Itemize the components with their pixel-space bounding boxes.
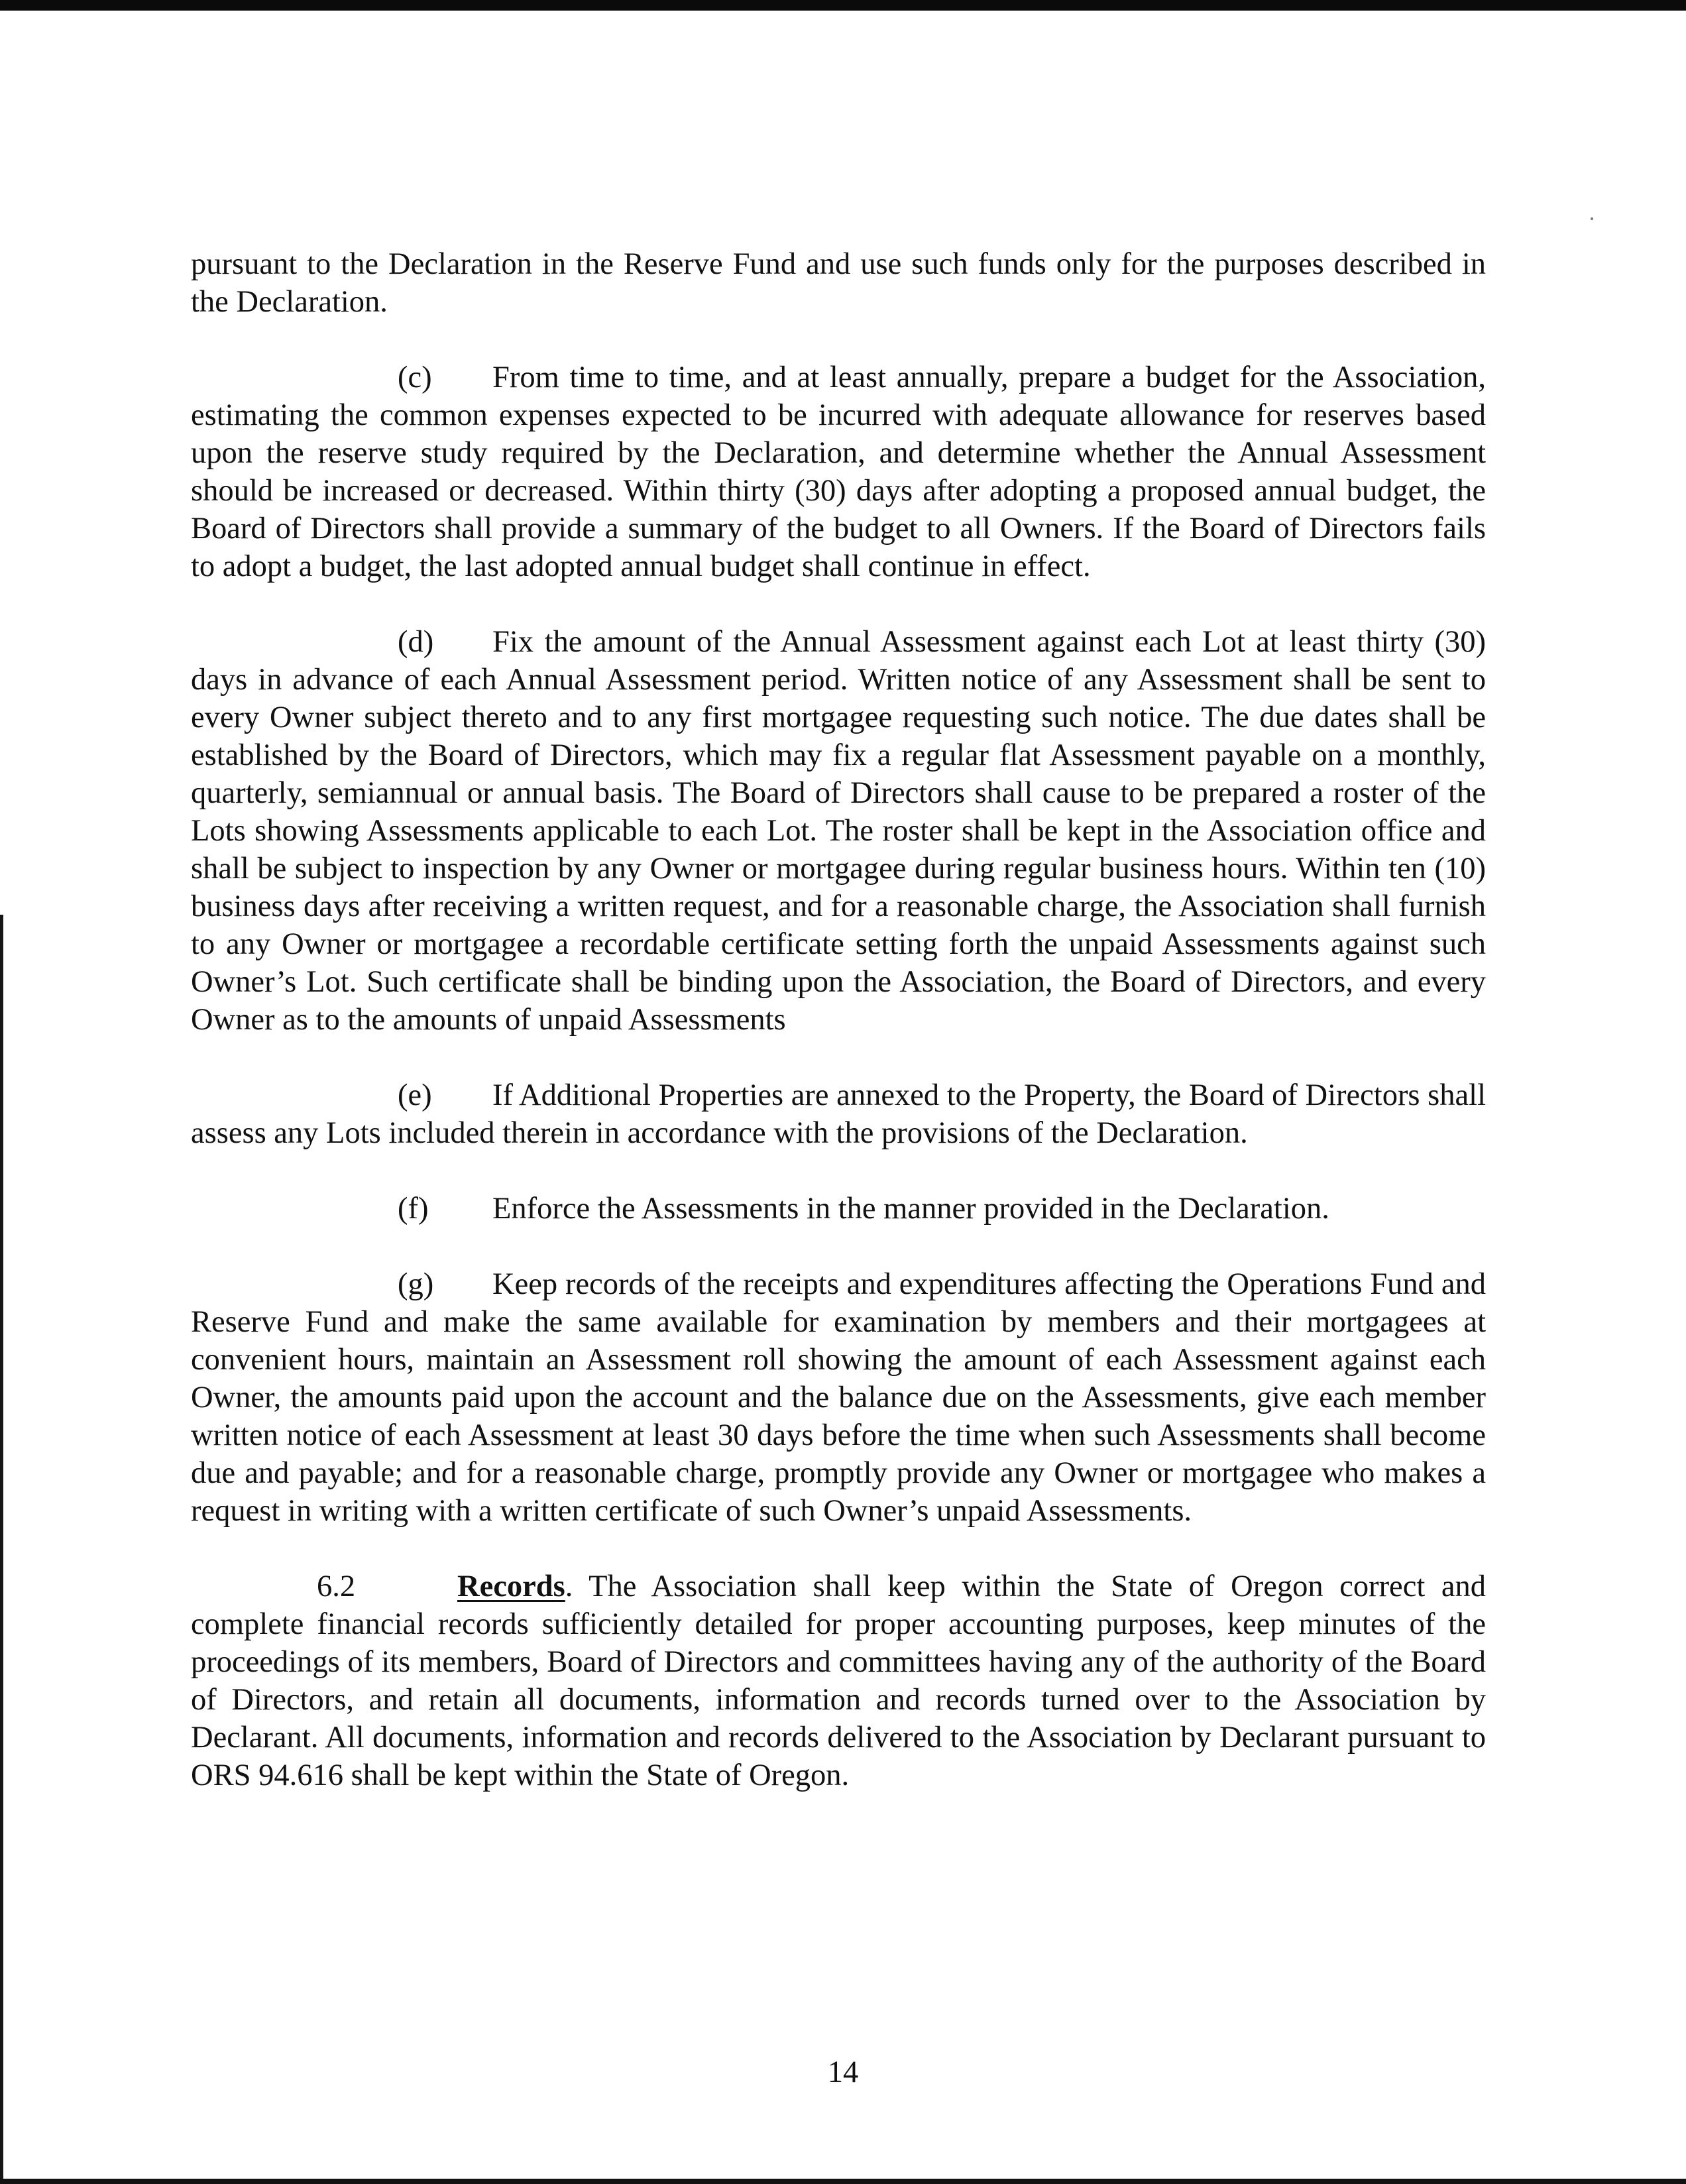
paragraph-label: (e) bbox=[398, 1078, 432, 1112]
continuation-paragraph: pursuant to the Declaration in the Reserve Fund and use such funds only for the purposes described in the Declaration. bbox=[191, 247, 1486, 319]
page-number: 14 bbox=[827, 2055, 859, 2089]
scan-edge-left bbox=[0, 915, 3, 2184]
scan-speck bbox=[1591, 217, 1593, 220]
paragraph-label: (c) bbox=[398, 361, 432, 394]
paragraph-d bbox=[191, 623, 1486, 1039]
paragraph-e bbox=[191, 1076, 1486, 1152]
paragraph-c bbox=[191, 359, 1486, 585]
paragraph-text: Keep records of the receipts and expenditures affecting the Operations Fund and Reserve Fund and make the same available for examination by members and their mortgagees at convenient hours, maintain an Assessment roll showing the amount of each Assessment against each Owner, the amounts paid upon the account and the balance due on the Assessments, give each member written notice of each Assessment at least 30 days before the time when such Assessments shall become due and payable; and for a reasonable charge, promptly provide any Owner or mortgagee who makes a request in writing with a written certificate of such Owner’s unpaid Assessments. bbox=[191, 1267, 1486, 1528]
section-text: . The Association shall keep within the State of Oregon correct and complete financial records sufficiently detailed for proper accounting purposes, keep minutes of the proceedings of its members, Board of Directors and committees having any of the authority of the Board of Directors, and retain all documents, information and records turned over to the Association by Declarant. All documents, information and records delivered to the Association by Declarant pursuant to ORS 94.616 shall be kept within the State of Oregon. bbox=[191, 1570, 1486, 1792]
paragraph-text: If Additional Properties are annexed to the Property, the Board of Directors shall assess any Lots included therein in accordance with the provisions of the Declaration. bbox=[191, 1078, 1486, 1150]
document-body bbox=[191, 245, 1486, 1832]
paragraph-text: From time to time, and at least annually, prepare a budget for the Association, estimating the common expenses expected to be incurred with adequate allowance for reserves based upon the reserve study required by the Declaration, and determine whether the Annual Assessment should be increased or decreased. Within thirty (30) days after adopting a proposed annual budget, the Board of Directors shall provide a summary of the budget to all Owners. If the Board of Directors fails to adopt a budget, the last adopted annual budget shall continue in effect. bbox=[191, 361, 1486, 583]
section-6-2 bbox=[191, 1568, 1486, 1794]
scan-edge-bottom bbox=[0, 2179, 1686, 2184]
paragraph-f bbox=[191, 1190, 1486, 1228]
scan-edge-top bbox=[0, 0, 1686, 11]
paragraph-text: Fix the amount of the Annual Assessment against each Lot at least thirty (30) days in advance of each Annual Assessment period. Written notice of any Assessment shall be sent to every Owner subject thereto and to any first mortgagee requesting such notice. The due dates shall be established by the Board of Directors, which may fix a regular flat Assessment payable on a monthly, quarterly, semiannual or annual basis. The Board of Directors shall cause to be prepared a roster of the Lots showing Assessments applicable to each Lot. The roster shall be kept in the Association office and shall be subject to inspection by any Owner or mortgagee during regular business hours. Within ten (10) business days after receiving a written request, and for a reasonable charge, the Association shall furnish to any Owner or mortgagee a recordable certificate setting forth the unpaid Assessments against such Owner’s Lot. Such certificate shall be binding upon the Association, the Board of Directors, and every Owner as to the amounts of unpaid Assessments bbox=[191, 625, 1486, 1037]
paragraph-label: (d) bbox=[398, 625, 434, 659]
paragraph-label: (f) bbox=[398, 1192, 429, 1226]
section-number: 6.2 bbox=[317, 1570, 356, 1603]
paragraph-text: Enforce the Assessments in the manner provided in the Declaration. bbox=[492, 1192, 1329, 1226]
section-heading: Records bbox=[457, 1570, 565, 1603]
paragraph-label: (g) bbox=[398, 1267, 434, 1301]
paragraph-g bbox=[191, 1265, 1486, 1530]
